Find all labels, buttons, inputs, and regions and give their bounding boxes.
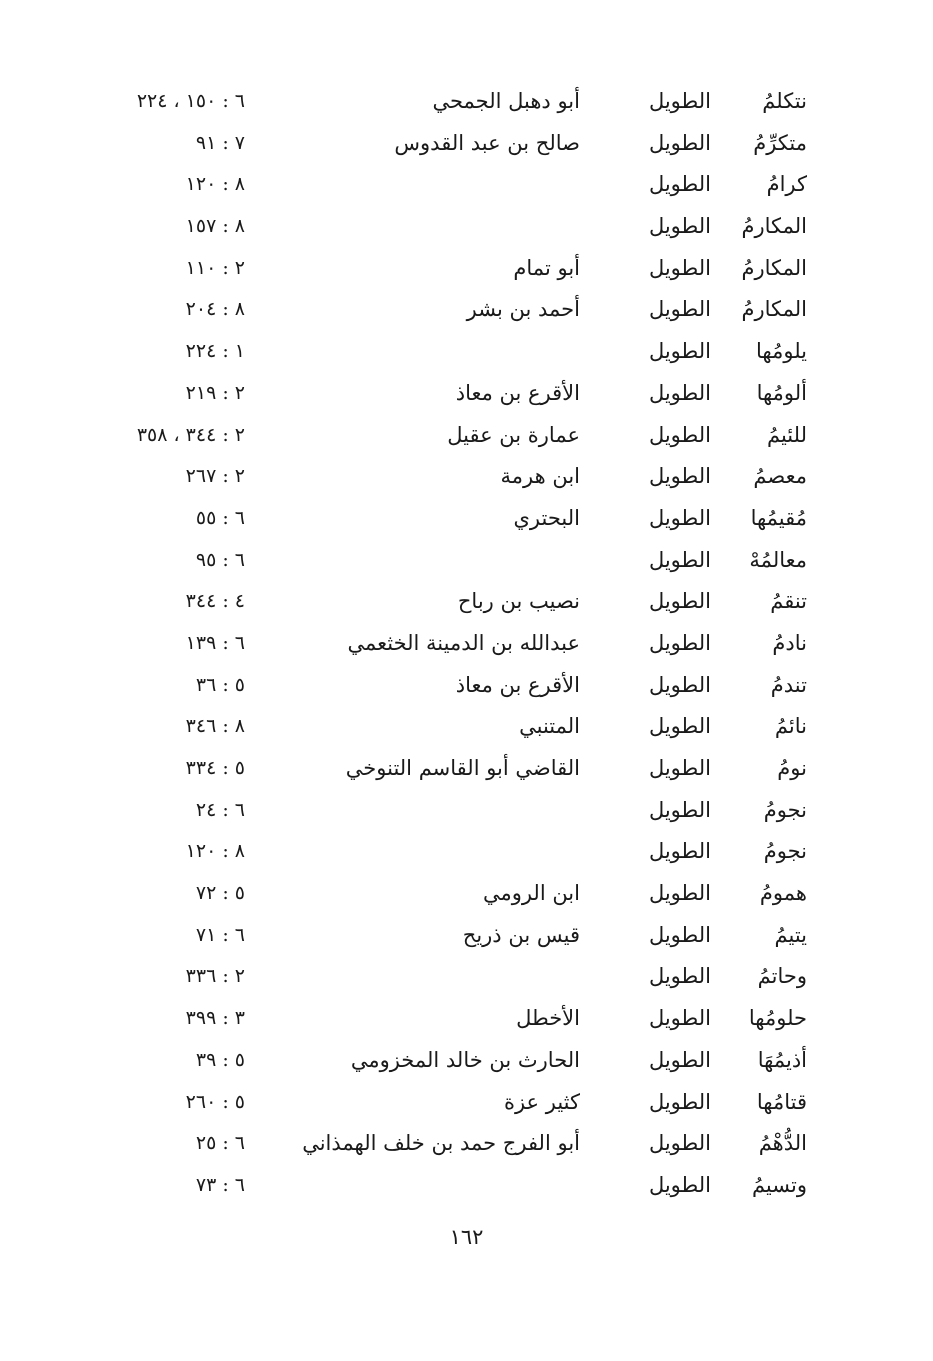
meter-name: الطويل — [648, 964, 711, 989]
index-row — [0, 457, 933, 499]
rhyme-word: نتكلمُ — [762, 89, 807, 113]
volume-page-reference: ٦ : ٧١ — [195, 923, 245, 946]
meter-name: الطويل — [648, 89, 711, 113]
rhyme-word: تندمُ — [770, 672, 807, 697]
meter-name: الطويل — [648, 797, 711, 822]
index-row — [0, 165, 933, 207]
meter-name: الطويل — [648, 214, 711, 239]
meter-name: الطويل — [648, 714, 711, 739]
meter-name: الطويل — [648, 297, 711, 322]
volume-page-reference: ٨ : ٢٠٤ — [185, 298, 245, 321]
rhyme-word: يلومُها — [756, 339, 807, 364]
meter-name: الطويل — [648, 1006, 711, 1031]
rhyme-word: نائمُ — [774, 714, 807, 739]
index-row — [0, 1083, 933, 1125]
poet-name: الأقرع بن معاذ — [455, 380, 580, 405]
index-row — [0, 207, 933, 249]
index-row — [0, 666, 933, 708]
rhyme-word: قتامُها — [756, 1089, 807, 1114]
poet-name: صالح بن عبد القدوس — [394, 130, 580, 155]
rhyme-word: مُقيمُها — [750, 505, 807, 530]
meter-name: الطويل — [648, 1172, 711, 1197]
index-row — [0, 832, 933, 874]
volume-page-reference: ٤ : ٣٤٤ — [185, 590, 245, 613]
rhyme-word: حلومُها — [748, 1006, 807, 1031]
volume-page-reference: ٥ : ٧٢ — [195, 882, 245, 905]
index-row — [0, 916, 933, 958]
volume-page-reference: ٢ : ٣٣٦ — [185, 965, 245, 988]
rhyme-word: المكارمُ — [741, 297, 807, 322]
meter-name: الطويل — [648, 756, 711, 780]
poet-name: الأقرع بن معاذ — [455, 672, 580, 697]
meter-name: الطويل — [648, 172, 711, 197]
index-row — [0, 624, 933, 666]
poet-name: ابن الرومي — [482, 881, 580, 906]
meter-name: الطويل — [648, 130, 711, 155]
rhyme-word: للئيمُ — [766, 422, 807, 447]
rhyme-word: ألومُها — [756, 380, 807, 405]
volume-page-reference: ٥ : ٣٦ — [195, 673, 245, 696]
volume-page-reference: ١ : ٢٢٤ — [185, 340, 245, 363]
meter-name: الطويل — [648, 672, 711, 697]
index-row — [0, 124, 933, 166]
volume-page-reference: ٢ : ١١٠ — [185, 256, 245, 279]
index-row — [0, 707, 933, 749]
poet-name: أبو الفرج حمد بن خلف الهمذاني — [302, 1131, 580, 1156]
meter-name: الطويل — [648, 881, 711, 906]
index-row — [0, 791, 933, 833]
index-row — [0, 332, 933, 374]
rhyme-word: نجومُ — [763, 797, 807, 822]
poet-name: ابن هرمة — [500, 464, 580, 489]
index-row — [0, 957, 933, 999]
rhyme-word: معالمُهْ — [749, 547, 807, 572]
volume-page-reference: ٦ : ١٥٠ ، ٢٢٤ — [136, 90, 245, 112]
rhyme-word: نومُ — [777, 756, 807, 780]
volume-page-reference: ٥ : ٣٩ — [195, 1048, 245, 1071]
volume-page-reference: ٦ : ٢٤ — [195, 798, 245, 821]
volume-page-reference: ٢ : ٣٤٤ ، ٣٥٨ — [136, 423, 245, 446]
volume-page-reference: ٨ : ١٢٠ — [185, 840, 245, 863]
rhyme-word: كرامُ — [766, 172, 807, 197]
meter-name: الطويل — [648, 589, 711, 614]
meter-name: الطويل — [648, 547, 711, 572]
index-row — [0, 82, 933, 124]
verse-index-list — [0, 82, 933, 1208]
poet-name: أبو دهبل الجمحي — [432, 89, 580, 113]
poet-name: كثير عزة — [503, 1089, 580, 1114]
volume-page-reference: ٧ : ٩١ — [195, 131, 245, 154]
poet-name: المتنبي — [519, 714, 580, 739]
rhyme-word: المكارمُ — [741, 255, 807, 280]
meter-name: الطويل — [648, 464, 711, 489]
poet-name: الحارث بن خالد المخزومي — [350, 1047, 580, 1072]
rhyme-word: وحاتمُ — [757, 964, 807, 989]
rhyme-word: همومُ — [759, 881, 807, 906]
poet-name: قيس بن ذريح — [462, 922, 580, 947]
volume-page-reference: ٦ : ٢٥ — [195, 1132, 245, 1155]
poet-name: عبدالله بن الدمينة الخثعمي — [347, 630, 580, 655]
volume-page-reference: ٣ : ٣٩٩ — [185, 1007, 245, 1030]
poet-name: البحتري — [513, 505, 580, 530]
index-row — [0, 374, 933, 416]
meter-name: الطويل — [648, 1047, 711, 1072]
meter-name: الطويل — [648, 1089, 711, 1114]
meter-name: الطويل — [648, 505, 711, 530]
volume-page-reference: ٨ : ١٢٠ — [185, 173, 245, 196]
meter-name: الطويل — [648, 922, 711, 947]
rhyme-word: أذيمُهَا — [757, 1047, 807, 1072]
rhyme-word: المكارمُ — [741, 214, 807, 239]
rhyme-word: الدُّهْمُ — [758, 1131, 807, 1156]
index-row — [0, 416, 933, 458]
volume-page-reference: ٦ : ٧٣ — [195, 1173, 245, 1196]
meter-name: الطويل — [648, 339, 711, 364]
poet-name: الأخطل — [516, 1006, 580, 1031]
meter-name: الطويل — [648, 380, 711, 405]
poet-name: نصيب بن رباح — [457, 589, 580, 614]
index-row — [0, 249, 933, 291]
volume-page-reference: ٥ : ٣٣٤ — [185, 757, 245, 779]
rhyme-word: وتسيمُ — [751, 1172, 807, 1197]
rhyme-word: نادمُ — [772, 630, 807, 655]
index-row — [0, 541, 933, 583]
meter-name: الطويل — [648, 1131, 711, 1156]
index-row — [0, 499, 933, 541]
poet-name: أحمد بن بشر — [466, 297, 580, 322]
volume-page-reference: ٢ : ٢١٩ — [185, 381, 245, 404]
index-row — [0, 582, 933, 624]
rhyme-word: معصمُ — [753, 464, 807, 489]
index-row — [0, 874, 933, 916]
poet-name: عمارة بن عقيل — [447, 422, 580, 447]
meter-name: الطويل — [648, 422, 711, 447]
volume-page-reference: ٥ : ٢٦٠ — [185, 1090, 245, 1113]
rhyme-word: متكرِّمُ — [753, 130, 807, 155]
volume-page-reference: ٢ : ٢٦٧ — [185, 465, 245, 488]
index-row — [0, 290, 933, 332]
volume-page-reference: ٦ : ١٣٩ — [185, 631, 245, 654]
index-row — [0, 1124, 933, 1166]
index-row — [0, 749, 933, 791]
index-row — [0, 999, 933, 1041]
page-number: ١٦٢ — [449, 1225, 484, 1249]
meter-name: الطويل — [648, 839, 711, 864]
meter-name: الطويل — [648, 255, 711, 280]
rhyme-word: نجومُ — [763, 839, 807, 864]
volume-page-reference: ٦ : ٥٥ — [195, 506, 245, 529]
rhyme-word: يتيمُ — [774, 922, 807, 947]
meter-name: الطويل — [648, 630, 711, 655]
poet-name: أبو تمام — [513, 255, 580, 280]
poet-name: القاضي أبو القاسم التنوخي — [345, 756, 580, 780]
volume-page-reference: ٦ : ٩٥ — [195, 548, 245, 571]
volume-page-reference: ٨ : ٣٤٦ — [185, 715, 245, 738]
index-row — [0, 1166, 933, 1208]
volume-page-reference: ٨ : ١٥٧ — [185, 215, 245, 238]
rhyme-word: تنقمُ — [770, 589, 807, 614]
index-row — [0, 1041, 933, 1083]
